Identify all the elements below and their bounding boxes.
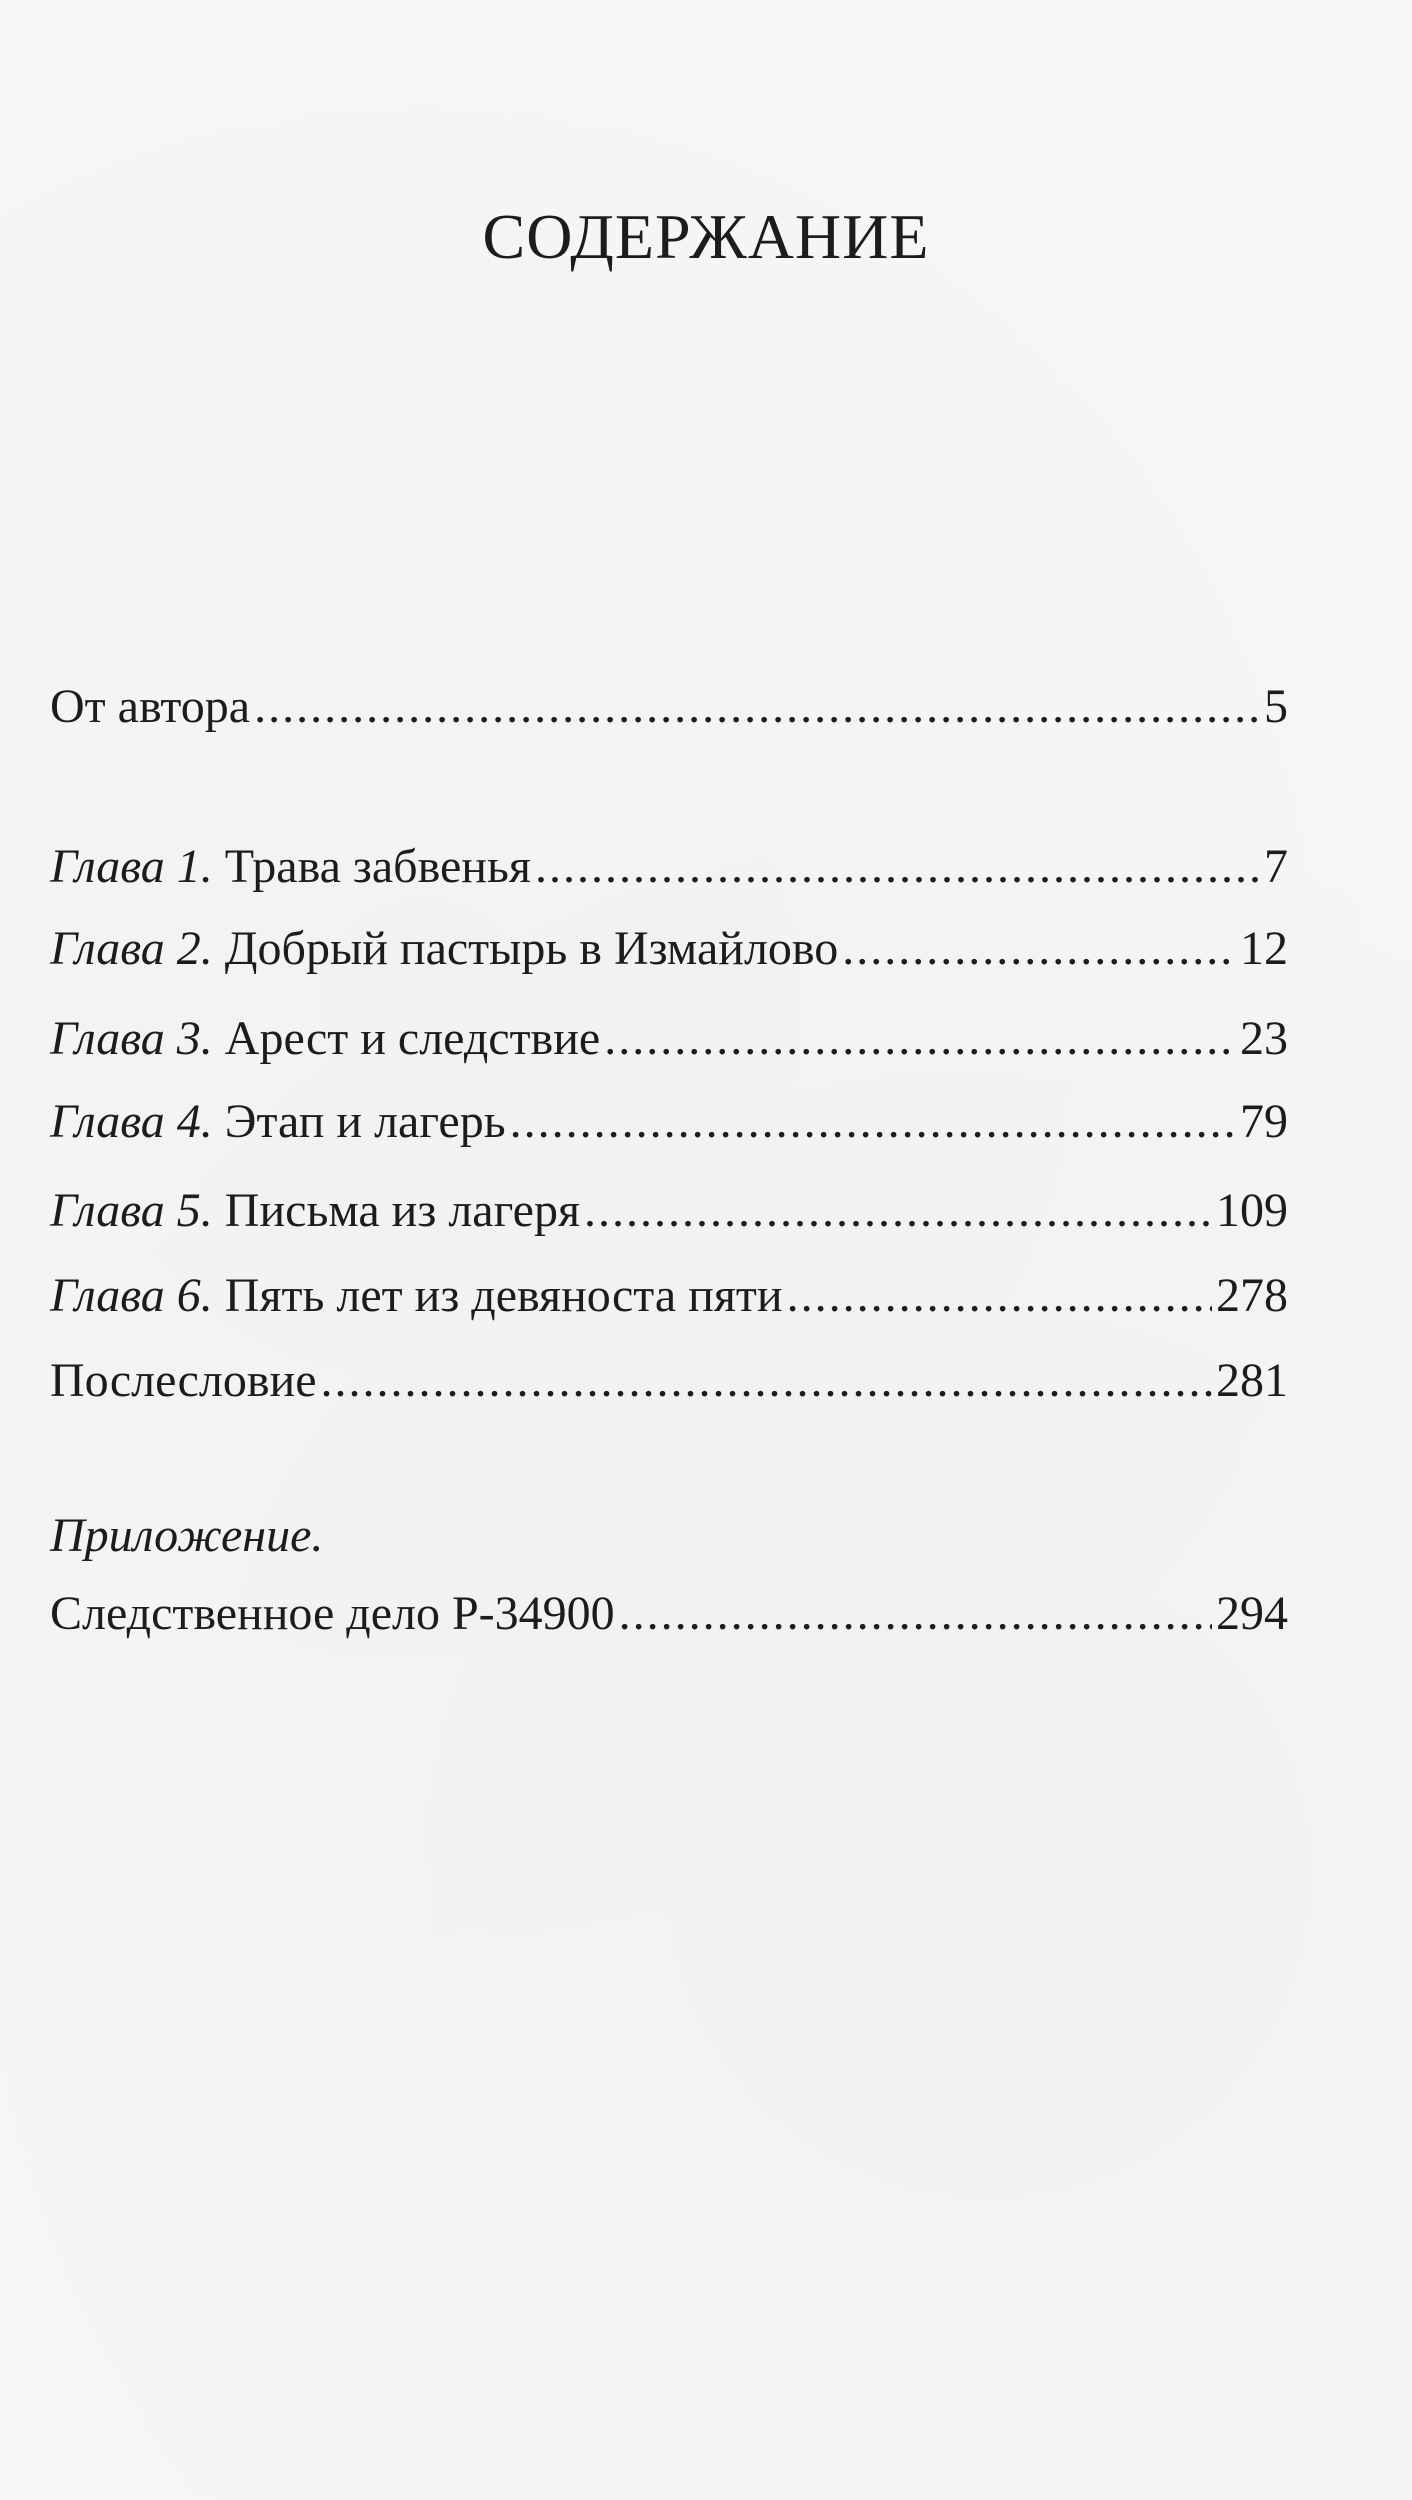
- toc-page-number: 7: [1264, 840, 1288, 893]
- toc-entry-label: Глава 3. Арест и следствие: [50, 1012, 601, 1065]
- toc-entry-chapter-1[interactable]: [50, 840, 1288, 893]
- toc-entry-label: Послесловие: [50, 1354, 317, 1407]
- toc-entry-label: Глава 4. Этап и лагерь: [50, 1095, 506, 1148]
- toc-entry-label: Следственное дело Р-34900: [50, 1587, 615, 1640]
- toc-entry-chapter-4[interactable]: [50, 1095, 1288, 1148]
- toc-entry-chapter-5[interactable]: [50, 1184, 1288, 1237]
- toc-page-number: 278: [1216, 1269, 1288, 1322]
- page-title: СОДЕРЖАНИЕ: [482, 201, 930, 272]
- toc-entry-label: Глава 5. Письма из лагеря: [50, 1184, 581, 1237]
- dot-leader: [254, 683, 1260, 731]
- dot-leader: [584, 1187, 1212, 1235]
- toc-entry-chapter-2[interactable]: [50, 922, 1288, 975]
- dot-leader: [619, 1590, 1212, 1638]
- toc-page-number: 5: [1264, 680, 1288, 733]
- toc-page-number: 79: [1240, 1095, 1288, 1148]
- toc-page-number: 294: [1216, 1587, 1288, 1640]
- toc-entry-foreword[interactable]: [50, 680, 1288, 733]
- toc-entry-chapter-6[interactable]: [50, 1269, 1288, 1322]
- toc-page-number: 109: [1216, 1184, 1288, 1237]
- appendix-label: Приложение.: [50, 1509, 324, 1562]
- dot-leader: [321, 1357, 1212, 1405]
- toc-entry-label: От автора: [50, 680, 251, 733]
- dot-leader: [604, 1015, 1236, 1063]
- toc-page-number: 12: [1240, 922, 1288, 975]
- dot-leader: [842, 925, 1236, 973]
- chapter-prefix: Глава 6.: [50, 1269, 213, 1322]
- toc-entry-afterword[interactable]: [50, 1354, 1288, 1407]
- chapter-prefix: Глава 2.: [50, 922, 213, 975]
- chapter-prefix: Глава 1.: [50, 840, 213, 893]
- dot-leader: [510, 1098, 1236, 1146]
- toc-entry-chapter-3[interactable]: [50, 1012, 1288, 1065]
- toc-entry-label: Глава 2. Добрый пастырь в Измайлово: [50, 922, 839, 975]
- dot-leader: [787, 1272, 1212, 1320]
- toc-entry-label: Глава 6. Пять лет из девяноста пяти: [50, 1269, 783, 1322]
- toc-entry-appendix[interactable]: [50, 1587, 1288, 1640]
- chapter-prefix: Глава 3.: [50, 1012, 213, 1065]
- toc-page-number: 23: [1240, 1012, 1288, 1065]
- toc-entry-label: Глава 1. Трава забвенья: [50, 840, 531, 893]
- chapter-prefix: Глава 5.: [50, 1184, 213, 1237]
- toc-page-number: 281: [1216, 1354, 1288, 1407]
- dot-leader: [535, 843, 1260, 891]
- chapter-prefix: Глава 4.: [50, 1095, 213, 1148]
